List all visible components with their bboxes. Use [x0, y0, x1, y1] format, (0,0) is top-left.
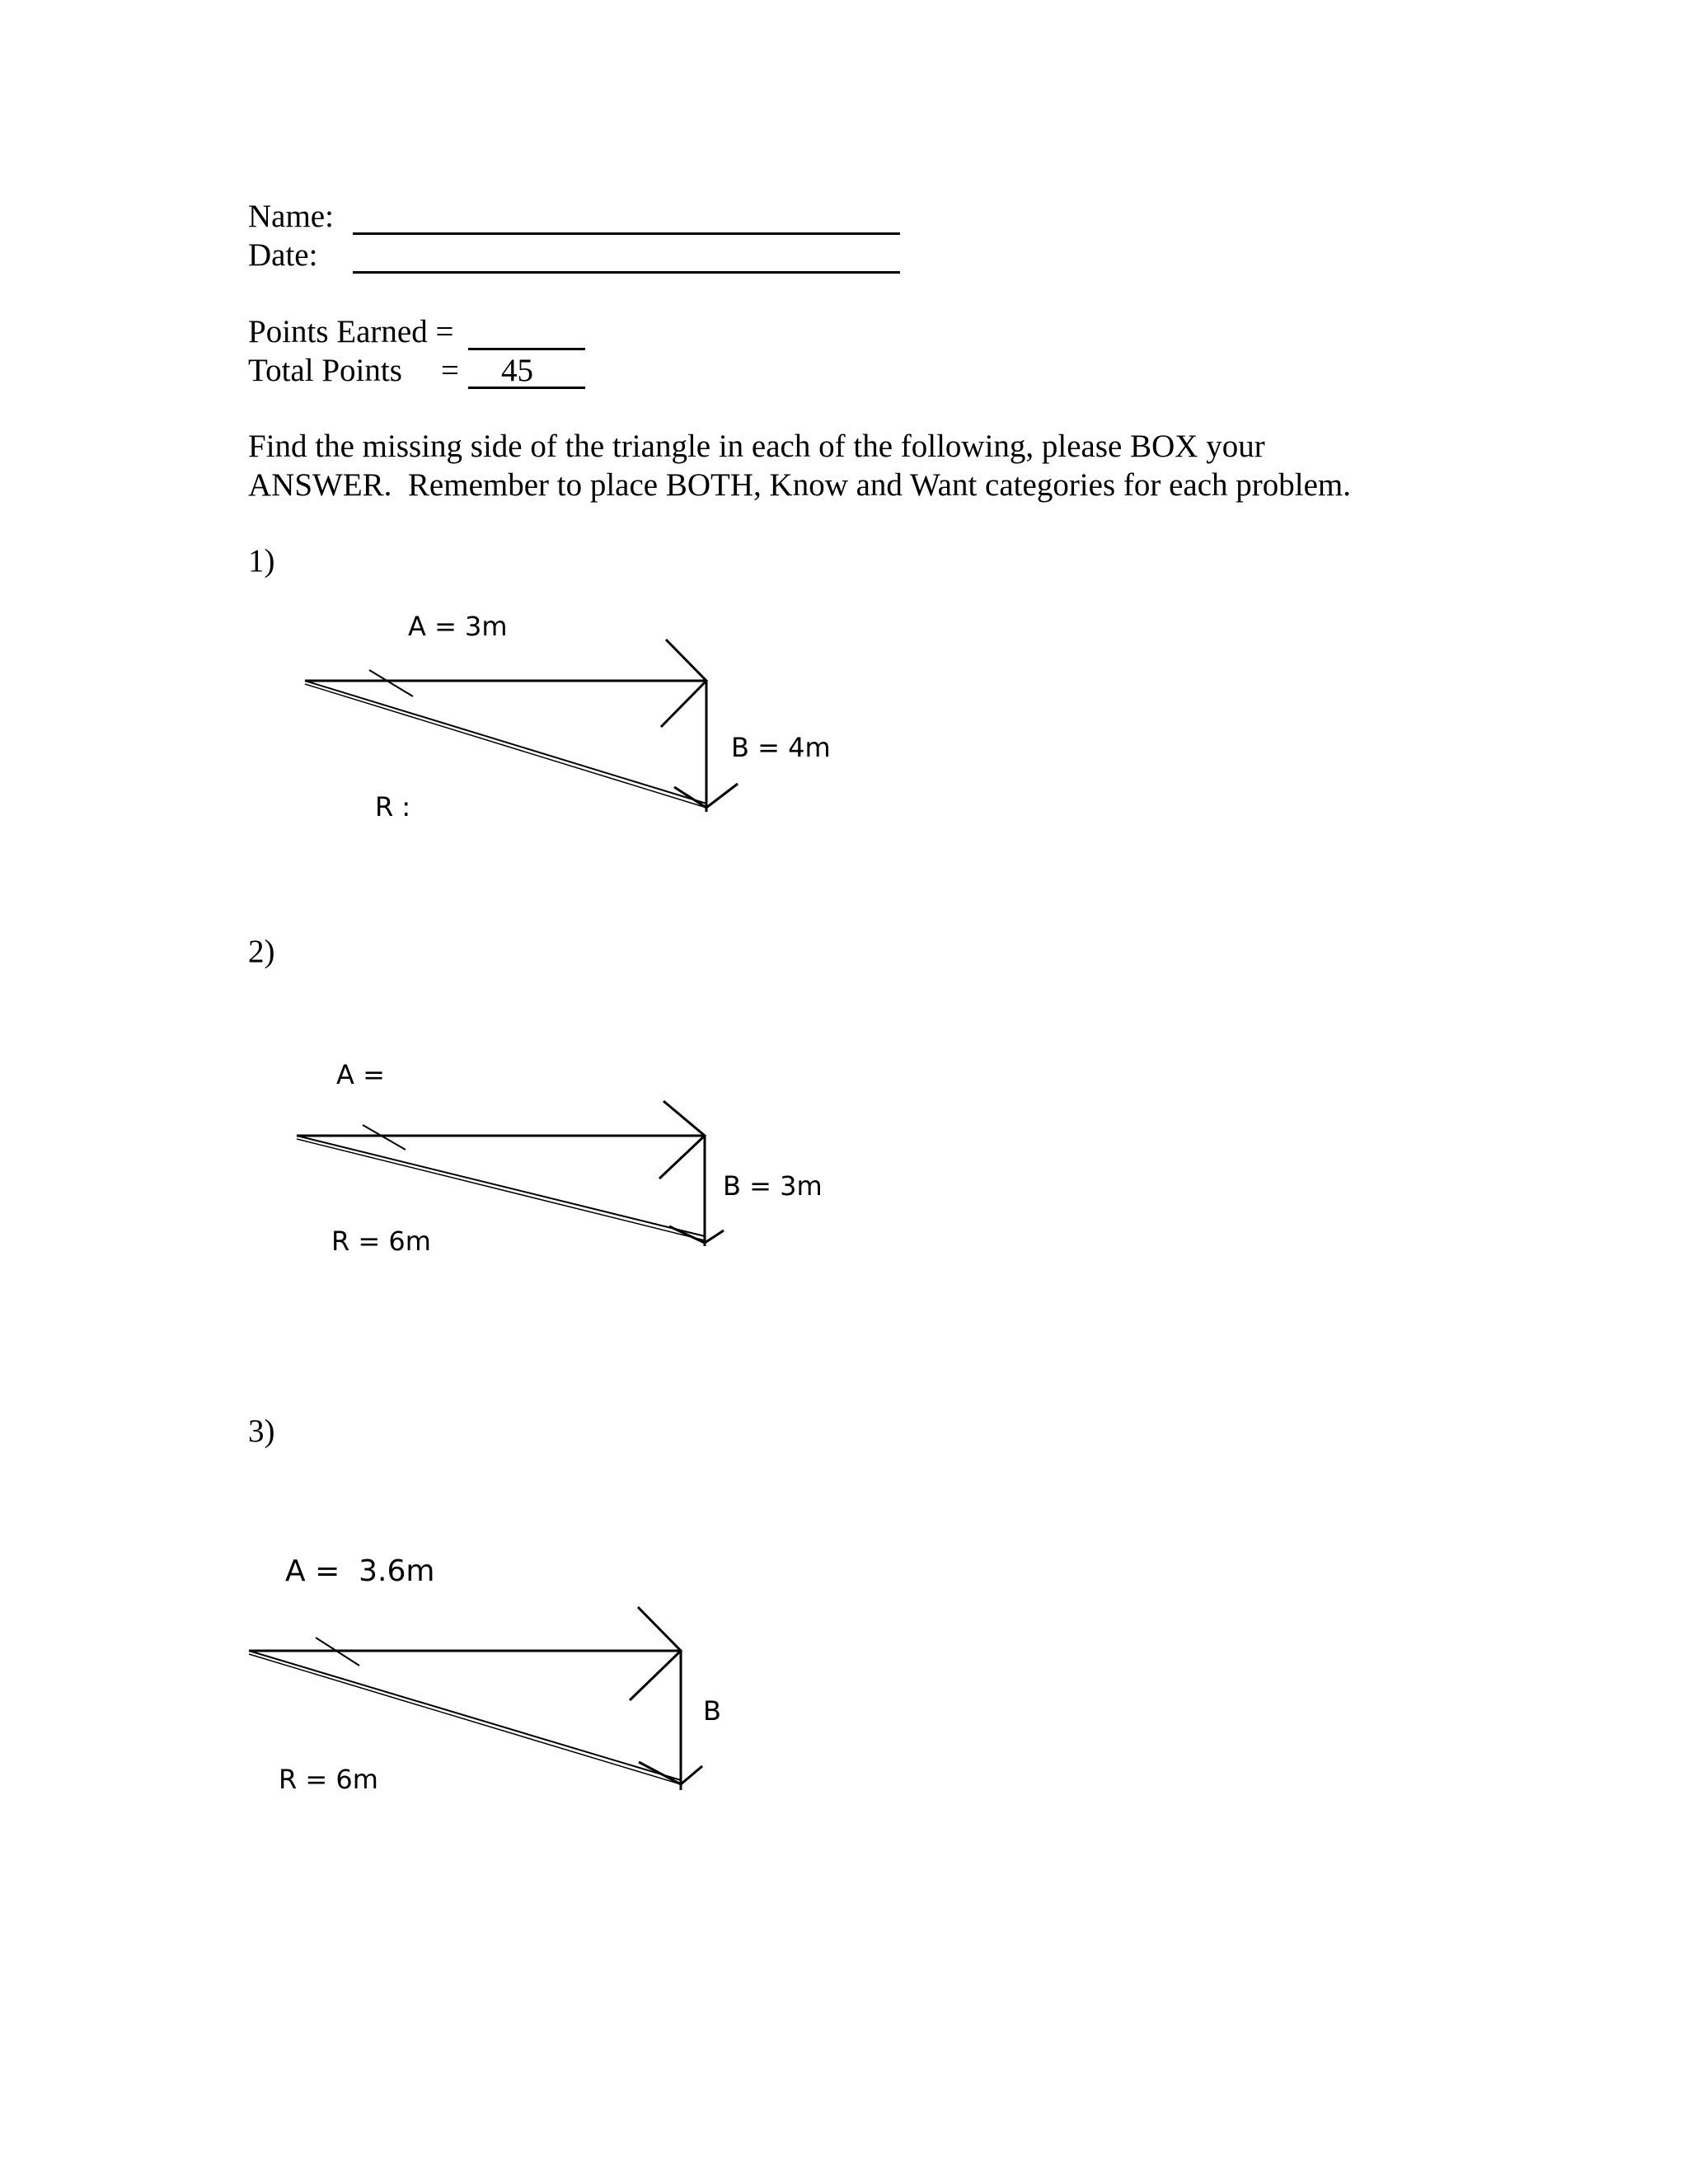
instructions-line-1: Find the missing side of the triangle in each of the following, please BOX your: [248, 429, 1265, 464]
problem-2-label-a: A =: [336, 1059, 385, 1090]
problem-1-label-b: B = 4m: [731, 732, 831, 763]
problem-3-arrowhead-a: [630, 1607, 681, 1700]
problem-3-number: 3): [248, 1413, 275, 1449]
total-points-label: Total Points: [248, 353, 402, 388]
total-points-value: 45: [501, 353, 533, 388]
problem-1-label-r: R :: [375, 791, 411, 823]
problem-3-label-a: A = 3.6m: [285, 1554, 435, 1588]
total-points-equals: =: [441, 353, 459, 388]
problem-1-number: 1): [248, 543, 275, 579]
problem-2-number: 2): [248, 934, 275, 969]
problem-2-label-b: B = 3m: [723, 1170, 823, 1202]
date-label: Date:: [248, 237, 318, 273]
problem-3-side-r: [249, 1651, 681, 1780]
problem-1-label-a: A = 3m: [408, 611, 508, 642]
instructions-line-2: ANSWER. Remember to place BOTH, Know and Want categories for each problem.: [248, 467, 1351, 503]
problem-2-label-r: R = 6m: [331, 1226, 431, 1257]
name-label: Name:: [248, 199, 334, 234]
problem-3-label-b: B: [703, 1695, 721, 1727]
problem-3-label-r: R = 6m: [279, 1764, 378, 1795]
points-earned-label: Points Earned =: [248, 314, 454, 349]
